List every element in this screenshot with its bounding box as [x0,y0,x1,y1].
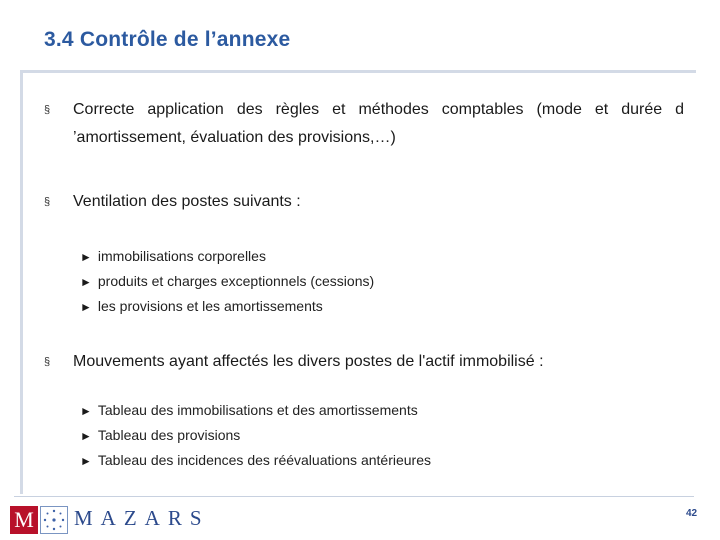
bullet-text: Ventilation des postes suivants : [73,193,301,210]
slide-title: 3.4 Contrôle de l’annexe [44,28,291,51]
sub-item [80,244,266,270]
sub-item-text: Tableau des immobilisations et des amortissements [97,402,418,418]
logo-star-icon [40,506,68,534]
arrow-icon: ► [80,404,92,418]
sub-item [80,294,323,320]
arrow-icon: ► [80,454,92,468]
sub-item-text: immobilisations corporelles [97,248,266,264]
arrow-icon: ► [80,429,92,443]
logo-m-block: M [10,506,38,534]
sub-item [80,423,240,449]
sub-item-text: produits et charges exceptionnels (cessions) [97,273,375,289]
bullet-marker: § [44,356,51,368]
page-number: 42 [686,508,698,519]
sub-item [80,269,374,295]
logo-wordmark: MAZARS [74,506,210,530]
sub-item [80,398,418,424]
bullet-item [44,188,684,216]
bullet-marker: § [44,196,51,208]
bullet-marker: § [44,104,51,116]
bullet-item [44,348,684,376]
bullet-item [44,96,684,152]
bullet-text: Correcte application des règles et méthodes comptables (mode et durée d ’amortissement, évaluation des provisions,…) [73,101,684,146]
sub-item-text: Tableau des provisions [97,427,241,443]
footer-divider [14,496,694,497]
arrow-icon: ► [80,250,92,264]
sub-item-text: Tableau des incidences des réévaluations antérieures [97,452,431,468]
arrow-icon: ► [80,300,92,314]
arrow-icon: ► [80,275,92,289]
bullet-text: Mouvements ayant affectés les divers postes de l'actif immobilisé : [73,353,544,370]
sub-item-text: les provisions et les amortissements [97,298,323,314]
sub-item [80,448,431,474]
